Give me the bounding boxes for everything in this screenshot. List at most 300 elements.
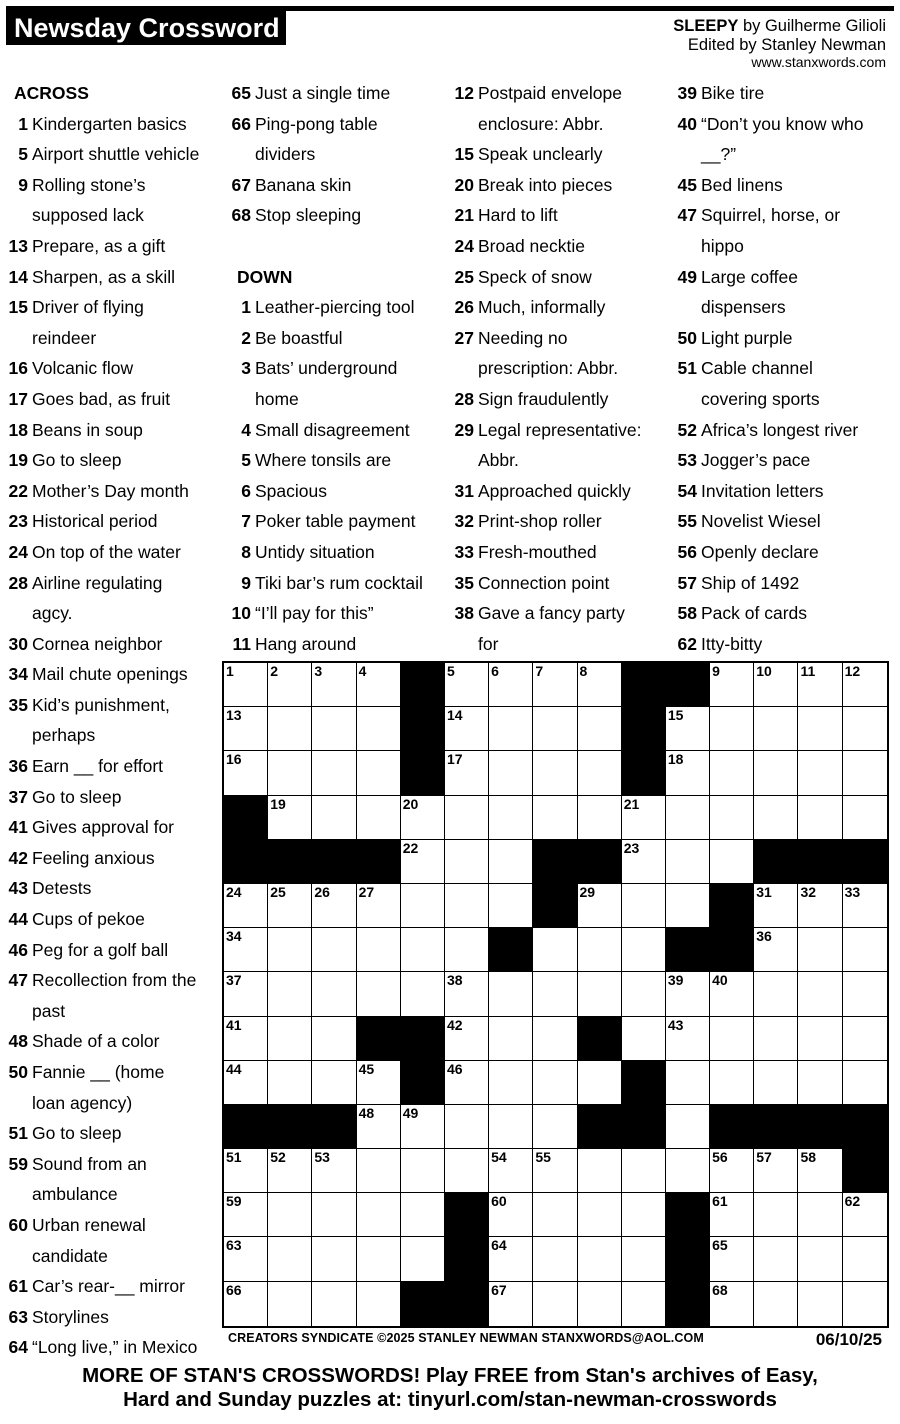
clue-item — [229, 109, 451, 170]
grid-cell[interactable] — [622, 884, 666, 928]
grid-cell[interactable] — [798, 796, 842, 840]
grid-cell[interactable] — [710, 1017, 754, 1061]
grid-cell[interactable] — [666, 1017, 710, 1061]
black-square — [622, 1105, 666, 1149]
grid-cell[interactable] — [224, 663, 268, 707]
cell-number: 65 — [712, 1237, 728, 1254]
grid-cell[interactable] — [798, 1237, 842, 1281]
grid-cell[interactable] — [798, 928, 842, 972]
grid-cell[interactable] — [357, 751, 401, 795]
grid-cell[interactable] — [357, 972, 401, 1016]
clue-number: 25 — [454, 266, 474, 287]
clue-text: Volcanic flow — [32, 358, 134, 379]
grid-cell[interactable] — [268, 1282, 312, 1326]
grid-cell[interactable] — [445, 663, 489, 707]
clue-text: Goes bad, as fruit — [32, 388, 171, 409]
grid-cell[interactable] — [622, 1017, 666, 1061]
clue-text: Connection point — [478, 572, 610, 593]
grid-cell[interactable] — [401, 1193, 445, 1237]
clue-number: 46 — [8, 939, 28, 960]
clue-item — [6, 965, 228, 1026]
grid-cell[interactable] — [843, 796, 887, 840]
grid-cell[interactable] — [578, 751, 622, 795]
grid-cell[interactable] — [401, 796, 445, 840]
grid-cell[interactable] — [489, 1017, 533, 1061]
grid-cell[interactable] — [578, 796, 622, 840]
cell-number: 21 — [623, 795, 640, 812]
clue-text: Where tonsils are — [255, 450, 392, 471]
grid-cell[interactable] — [666, 884, 710, 928]
grid-cell[interactable] — [533, 972, 577, 1016]
clue-number: 32 — [454, 511, 474, 532]
clue-number: 28 — [454, 388, 474, 409]
grid-cell[interactable] — [843, 1237, 887, 1281]
clue-text: perhaps — [32, 725, 96, 746]
grid-cell[interactable] — [268, 796, 312, 840]
grid-cell[interactable] — [445, 1017, 489, 1061]
clue-text: “Don’t you know who — [701, 113, 864, 134]
grid-cell[interactable] — [357, 707, 401, 751]
clue-text: Detests — [32, 878, 92, 899]
grid-cell[interactable] — [445, 796, 489, 840]
grid-cell[interactable] — [710, 751, 754, 795]
grid-cell[interactable] — [666, 796, 710, 840]
clue-text: Cable channel — [701, 358, 813, 379]
grid-cell[interactable] — [798, 1282, 842, 1326]
clue-text: home — [255, 388, 299, 409]
grid-cell[interactable] — [401, 972, 445, 1016]
grid-cell[interactable] — [312, 972, 356, 1016]
grid-cell[interactable] — [489, 972, 533, 1016]
grid-cell[interactable] — [489, 1149, 533, 1193]
grid-cell[interactable] — [401, 884, 445, 928]
author: by Guilherme Gilioli — [742, 17, 886, 35]
grid-cell[interactable] — [224, 707, 268, 751]
grid-cell[interactable] — [312, 1193, 356, 1237]
grid-cell[interactable] — [268, 1193, 312, 1237]
grid-cell[interactable] — [754, 751, 798, 795]
grid-cell[interactable] — [798, 1193, 842, 1237]
clue-item — [6, 873, 228, 904]
grid-cell[interactable] — [445, 1061, 489, 1105]
clue-text: Driver of flying — [32, 297, 144, 318]
grid-cell[interactable] — [445, 1105, 489, 1149]
grid-cell[interactable] — [268, 972, 312, 1016]
clue-number: 27 — [454, 327, 474, 348]
black-square — [622, 751, 666, 795]
grid-cell[interactable] — [578, 1237, 622, 1281]
grid-cell[interactable] — [224, 1061, 268, 1105]
grid-cell[interactable] — [622, 840, 666, 884]
grid-cell[interactable] — [224, 884, 268, 928]
cell-number: 51 — [226, 1149, 242, 1166]
clue-item — [675, 353, 895, 414]
grid-cell[interactable] — [268, 884, 312, 928]
byline — [673, 17, 886, 70]
grid-cell[interactable] — [268, 1017, 312, 1061]
cell-number: 62 — [844, 1193, 861, 1210]
clue-item — [675, 537, 895, 568]
clue-text: On top of the water — [32, 541, 181, 562]
grid-cell[interactable] — [489, 884, 533, 928]
clue-item — [6, 1026, 228, 1057]
cell-number: 20 — [402, 795, 419, 812]
grid-cell[interactable] — [312, 663, 356, 707]
clue-text: Spacious — [255, 480, 327, 501]
grid-cell[interactable] — [224, 972, 268, 1016]
grid-cell[interactable] — [666, 972, 710, 1016]
grid-cell[interactable] — [798, 663, 842, 707]
grid-cell[interactable] — [798, 1061, 842, 1105]
grid-cell[interactable] — [578, 1282, 622, 1326]
grid-cell[interactable] — [710, 1061, 754, 1105]
clue-number: 22 — [8, 480, 28, 501]
clue-text: enclosure: Abbr. — [478, 113, 604, 134]
grid-cell[interactable] — [578, 884, 622, 928]
grid-cell[interactable] — [578, 663, 622, 707]
clue-item — [229, 323, 451, 354]
grid-cell[interactable] — [622, 972, 666, 1016]
grid-cell[interactable] — [798, 972, 842, 1016]
grid-cell[interactable] — [754, 972, 798, 1016]
grid-cell[interactable] — [357, 928, 401, 972]
clue-text: Poker table payment — [255, 511, 416, 532]
grid-cell[interactable] — [622, 1282, 666, 1326]
grid-cell[interactable] — [622, 1237, 666, 1281]
grid-cell[interactable] — [268, 1237, 312, 1281]
grid-cell[interactable] — [578, 972, 622, 1016]
grid-cell[interactable] — [224, 751, 268, 795]
grid-cell[interactable] — [489, 796, 533, 840]
grid-cell[interactable] — [224, 1282, 268, 1326]
grid-cell[interactable] — [798, 1149, 842, 1193]
grid-cell[interactable] — [622, 928, 666, 972]
clue-item — [675, 568, 895, 599]
grid-cell[interactable] — [666, 707, 710, 751]
grid-cell[interactable] — [312, 928, 356, 972]
clue-number: 5 — [18, 144, 28, 165]
grid-cell[interactable] — [754, 1017, 798, 1061]
across-heading: ACROSS — [14, 83, 89, 103]
clue-text: Rolling stone’s — [32, 174, 146, 195]
clue-text: Untidy situation — [255, 541, 375, 562]
clue-number: 3 — [241, 358, 251, 379]
grid-cell[interactable] — [401, 1237, 445, 1281]
clue-text: Fresh-mouthed — [478, 541, 597, 562]
cell-number: 64 — [491, 1237, 507, 1254]
clue-number: 11 — [232, 633, 251, 654]
grid-cell[interactable] — [754, 1237, 798, 1281]
clue-text: Broad necktie — [478, 235, 586, 256]
grid-cell[interactable] — [798, 1017, 842, 1061]
grid-cell[interactable] — [843, 1282, 887, 1326]
grid-cell[interactable] — [445, 972, 489, 1016]
grid-cell[interactable] — [312, 751, 356, 795]
grid-cell[interactable] — [754, 884, 798, 928]
grid-cell[interactable] — [666, 840, 710, 884]
clue-number: 15 — [454, 144, 474, 165]
clue-number: 64 — [8, 1337, 28, 1358]
grid-cell[interactable] — [754, 707, 798, 751]
clue-item — [229, 292, 451, 323]
clue-text: dividers — [255, 144, 316, 165]
clue-text: Bike tire — [701, 83, 765, 103]
cell-number: 41 — [226, 1016, 242, 1033]
clue-text: Postpaid envelope — [478, 83, 622, 103]
clue-item — [452, 170, 674, 201]
grid-cell[interactable] — [533, 1105, 577, 1149]
grid-cell[interactable] — [268, 928, 312, 972]
grid-cell[interactable] — [622, 796, 666, 840]
grid-cell[interactable] — [710, 663, 754, 707]
grid-cell[interactable] — [843, 884, 887, 928]
grid-cell[interactable] — [843, 707, 887, 751]
grid-cell[interactable] — [489, 1105, 533, 1149]
crossword-grid — [222, 661, 889, 1328]
clue-number: 14 — [8, 266, 28, 287]
grid-cell[interactable] — [357, 1193, 401, 1237]
grid-cell[interactable] — [710, 796, 754, 840]
grid-cell[interactable] — [357, 1061, 401, 1105]
grid-cell[interactable] — [312, 1282, 356, 1326]
clue-item — [229, 78, 451, 109]
grid-cell[interactable] — [489, 1282, 533, 1326]
clue-column-2 — [229, 78, 451, 659]
grid-cell[interactable] — [843, 1061, 887, 1105]
cell-number: 29 — [579, 883, 596, 900]
grid-cell[interactable] — [843, 1193, 887, 1237]
grid-cell[interactable] — [666, 1149, 710, 1193]
grid-cell[interactable] — [710, 707, 754, 751]
cell-number: 37 — [226, 972, 242, 989]
clue-item — [452, 506, 674, 537]
grid-cell[interactable] — [843, 972, 887, 1016]
grid-cell[interactable] — [533, 1237, 577, 1281]
grid-cell[interactable] — [357, 663, 401, 707]
clue-number: 62 — [677, 633, 697, 654]
cell-number: 1 — [226, 663, 234, 679]
grid-cell[interactable] — [312, 1237, 356, 1281]
grid-cell[interactable] — [489, 1061, 533, 1105]
grid-cell[interactable] — [489, 663, 533, 707]
grid-cell[interactable] — [489, 840, 533, 884]
grid-cell[interactable] — [445, 1149, 489, 1193]
clue-text: Peg for a golf ball — [32, 939, 169, 960]
cell-number: 59 — [226, 1193, 242, 1210]
grid-cell[interactable] — [533, 1149, 577, 1193]
grid-cell[interactable] — [312, 707, 356, 751]
grid-cell[interactable] — [533, 928, 577, 972]
grid-cell[interactable] — [312, 1061, 356, 1105]
clue-item — [675, 109, 895, 170]
cell-number: 11 — [800, 663, 816, 679]
grid-cell[interactable] — [268, 1061, 312, 1105]
grid-cell[interactable] — [357, 884, 401, 928]
clue-text: past — [32, 1000, 66, 1021]
cell-number: 48 — [358, 1104, 375, 1121]
grid-cell[interactable] — [312, 1149, 356, 1193]
grid-cell[interactable] — [578, 1061, 622, 1105]
cell-number: 52 — [270, 1149, 286, 1166]
grid-cell[interactable] — [666, 1105, 710, 1149]
clue-text: Recollection from the — [32, 970, 197, 991]
grid-cell[interactable] — [754, 1193, 798, 1237]
grid-cell[interactable] — [268, 751, 312, 795]
black-square — [622, 1061, 666, 1105]
grid-cell[interactable] — [489, 1193, 533, 1237]
grid-cell[interactable] — [578, 1149, 622, 1193]
cell-number: 24 — [226, 883, 242, 900]
cell-number: 26 — [314, 883, 330, 900]
grid-cell[interactable] — [312, 884, 356, 928]
grid-cell[interactable] — [666, 1061, 710, 1105]
clue-text: Bed linens — [701, 174, 783, 195]
grid-cell[interactable] — [224, 1193, 268, 1237]
clue-number: 26 — [454, 297, 474, 318]
black-square — [401, 1061, 445, 1105]
cell-number: 31 — [756, 883, 772, 900]
clue-text: Break into pieces — [478, 174, 613, 195]
clue-number: 1 — [18, 113, 28, 134]
grid-cell[interactable] — [710, 1149, 754, 1193]
grid-cell[interactable] — [268, 1149, 312, 1193]
grid-cell[interactable] — [754, 796, 798, 840]
grid-cell[interactable] — [533, 1282, 577, 1326]
clue-column-1 — [6, 78, 228, 1363]
clue-text: Openly declare — [701, 541, 819, 562]
grid-cell[interactable] — [357, 1149, 401, 1193]
black-square — [357, 1017, 401, 1061]
grid-cell[interactable] — [710, 1237, 754, 1281]
clue-number: 33 — [454, 541, 474, 562]
grid-cell[interactable] — [357, 1237, 401, 1281]
grid-cell[interactable] — [489, 751, 533, 795]
cell-number: 34 — [226, 928, 242, 945]
grid-cell[interactable] — [710, 1193, 754, 1237]
grid-cell[interactable] — [357, 796, 401, 840]
grid-cell[interactable] — [533, 751, 577, 795]
clue-number: 10 — [231, 603, 251, 624]
clue-text: Be boastful — [255, 327, 343, 348]
grid-cell[interactable] — [445, 928, 489, 972]
clue-item — [229, 506, 451, 537]
grid-cell[interactable] — [798, 751, 842, 795]
grid-cell[interactable] — [622, 1193, 666, 1237]
grid-cell[interactable] — [754, 928, 798, 972]
grid-cell[interactable] — [224, 1237, 268, 1281]
cell-number: 40 — [712, 972, 728, 989]
grid-cell[interactable] — [533, 796, 577, 840]
grid-cell[interactable] — [578, 707, 622, 751]
cell-number: 55 — [535, 1149, 551, 1166]
clue-text: ambulance — [32, 1184, 118, 1205]
grid-cell[interactable] — [666, 751, 710, 795]
grid-cell[interactable] — [401, 928, 445, 972]
grid-cell[interactable] — [445, 707, 489, 751]
grid-cell[interactable] — [622, 1149, 666, 1193]
grid-cell[interactable] — [401, 1105, 445, 1149]
grid-cell[interactable] — [445, 884, 489, 928]
clue-item — [452, 476, 674, 507]
grid-cell[interactable] — [224, 1149, 268, 1193]
down-heading: DOWN — [237, 266, 293, 287]
cell-number: 3 — [314, 663, 323, 679]
grid-cell[interactable] — [312, 1017, 356, 1061]
grid-cell[interactable] — [357, 1105, 401, 1149]
grid-cell[interactable] — [533, 1061, 577, 1105]
grid-cell[interactable] — [578, 928, 622, 972]
black-square — [622, 707, 666, 751]
grid-cell[interactable] — [754, 663, 798, 707]
grid-cell[interactable] — [533, 1017, 577, 1061]
grid-cell[interactable] — [401, 1149, 445, 1193]
grid-cell[interactable] — [312, 796, 356, 840]
grid-cell[interactable] — [710, 840, 754, 884]
grid-cell[interactable] — [798, 884, 842, 928]
grid-cell[interactable] — [224, 1017, 268, 1061]
grid-cell[interactable] — [754, 1061, 798, 1105]
grid-cell[interactable] — [754, 1149, 798, 1193]
clue-item — [229, 537, 451, 568]
cell-number: 14 — [446, 707, 463, 724]
grid-cell[interactable] — [489, 707, 533, 751]
black-square — [401, 1282, 445, 1326]
cell-number: 17 — [446, 751, 463, 768]
grid-cell[interactable] — [357, 1282, 401, 1326]
clue-number: 51 — [677, 358, 697, 379]
clue-text: Sharpen, as a skill — [32, 266, 175, 287]
grid-cell[interactable] — [533, 663, 577, 707]
grid-cell[interactable] — [710, 1282, 754, 1326]
grid-cell[interactable] — [578, 1193, 622, 1237]
page-title: Newsday Crossword — [6, 11, 286, 45]
grid-cell[interactable] — [843, 1017, 887, 1061]
grid-cell[interactable] — [268, 707, 312, 751]
black-square — [533, 884, 577, 928]
clue-item — [6, 262, 228, 293]
cell-number: 56 — [712, 1149, 728, 1166]
grid-cell[interactable] — [710, 972, 754, 1016]
cell-number: 53 — [314, 1149, 330, 1166]
clue-item — [675, 629, 895, 660]
grid-cell[interactable] — [268, 663, 312, 707]
clue-text: Kid’s punishment, — [32, 694, 170, 715]
grid-cell[interactable] — [445, 751, 489, 795]
clue-item — [6, 629, 228, 660]
cell-number: 45 — [358, 1060, 375, 1077]
grid-cell[interactable] — [533, 707, 577, 751]
grid-cell[interactable] — [843, 928, 887, 972]
cell-number: 5 — [446, 663, 455, 679]
cell-number: 38 — [446, 972, 463, 989]
clue-text: Mail chute openings — [32, 664, 188, 685]
grid-cell[interactable] — [754, 1282, 798, 1326]
grid-cell[interactable] — [489, 1237, 533, 1281]
cell-number: 43 — [667, 1016, 684, 1033]
black-square — [710, 928, 754, 972]
grid-cell[interactable] — [401, 840, 445, 884]
grid-cell[interactable] — [445, 840, 489, 884]
clue-text: Storylines — [32, 1306, 109, 1327]
grid-cell[interactable] — [843, 751, 887, 795]
clue-number: 21 — [454, 205, 474, 226]
grid-cell[interactable] — [533, 1193, 577, 1237]
grid-cell[interactable] — [224, 928, 268, 972]
grid-cell[interactable] — [798, 707, 842, 751]
black-square — [445, 1282, 489, 1326]
grid-cell[interactable] — [843, 663, 887, 707]
clue-text: candidate — [32, 1245, 108, 1266]
